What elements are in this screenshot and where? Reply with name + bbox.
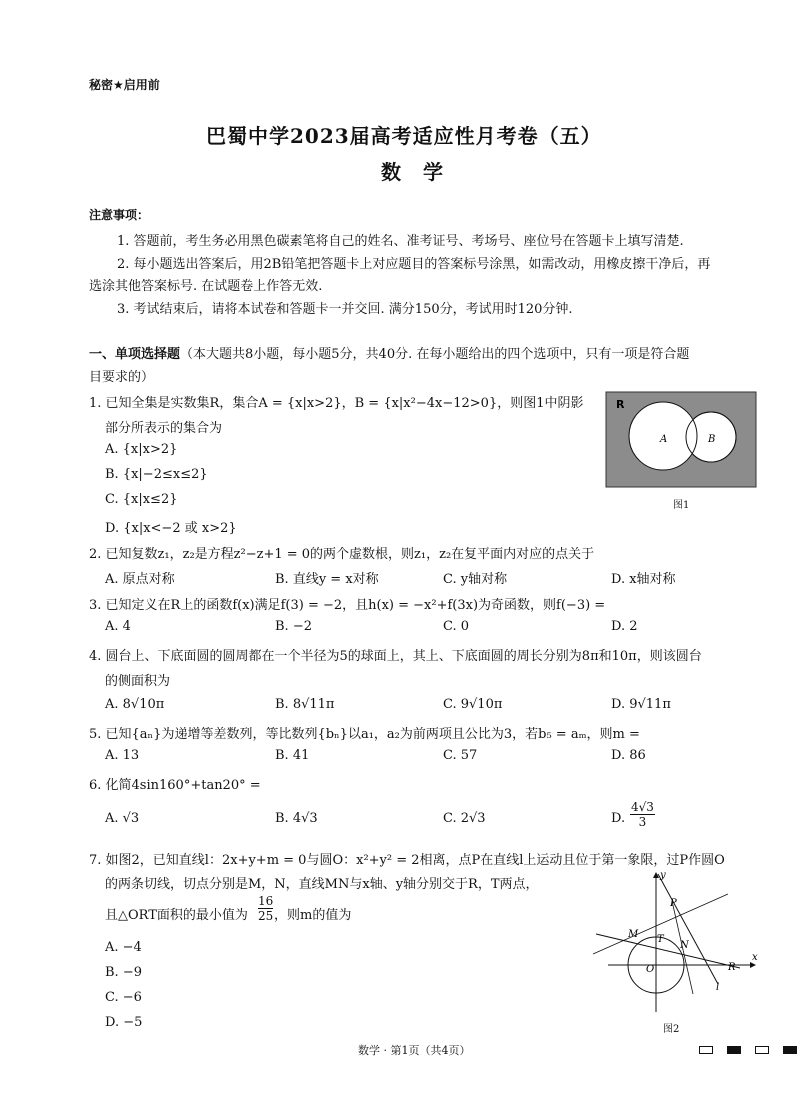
q1-stem-line-2: 部分所表示的集合为 (105, 421, 223, 436)
q4-stem-line-2: 的侧面积为 (105, 674, 171, 689)
q6-option-d-numerator: 4√3 (631, 800, 654, 814)
q6-stem: 6. 化简4sin160°+tan20° = (89, 778, 261, 793)
q7-option-a: A. −4 (105, 940, 142, 955)
q6-option-b: B. 4√3 (275, 811, 318, 826)
q1-stem-line-1: 1. 已知全集是实数集R，集合A = {x|x>2}，B = {x|x²−4x−12>0}，则图1中阴影 (89, 396, 584, 411)
label-r: R (728, 962, 736, 973)
q2-option-d: D. x轴对称 (611, 572, 676, 587)
exam-subject: 数学 (381, 160, 465, 184)
q2-option-c: C. y轴对称 (443, 572, 508, 587)
label-y: y (660, 870, 666, 881)
q5-option-a: A. 13 (105, 748, 140, 763)
notes-item-2-line-1: 2. 每小题选出答案后，用2B铅笔把答题卡上对应题目的答案标号涂黑，如需改动，用橡皮擦干净后，再 (117, 257, 711, 272)
q7-option-b: B. −9 (105, 965, 142, 980)
q7-stem-line-1: 7. 如图2，已知直线l：2x+y+m = 0与圆O：x²+y² = 2相离，点P在直线l上运动且位于第一象限，过P作圆O (89, 853, 725, 868)
venn-label-r: R (616, 398, 625, 411)
exam-title: 巴蜀中学2023届高考适应性月考卷（五） (206, 124, 602, 148)
q4-stem-line-1: 4. 圆台上、下底面圆的圆周都在一个半径为5的球面上，其上、下底面圆的周长分别为8π和10π，则该圆台 (89, 649, 702, 664)
q7-stem-line-3 (105, 904, 248, 923)
notes-item-2-line-2: 选涂其他答案标号. 在试题卷上作答无效. (89, 279, 323, 294)
q2-option-a: A. 原点对称 (105, 572, 175, 587)
q3-option-a: A. 4 (105, 619, 131, 634)
venn-label-b: B (708, 434, 716, 445)
figure-1-venn-diagram (604, 390, 758, 490)
q2-stem: 2. 已知复数z₁，z₂是方程z²−z+1 = 0的两个虚数根，则z₁，z₂在复平面内对应的点关于 (89, 547, 595, 562)
q7-stem-line-2: 的两条切线，切点分别是M，N，直线MN与x轴、y轴分别交于R，T两点， (105, 877, 539, 892)
label-t: T (657, 934, 664, 945)
notes-item-1: 1. 答题前，考生务必用黑色碳素笔将自己的姓名、准考证号、考场号、座位号在答题卡上填写清楚. (117, 234, 684, 249)
footer-mark-1 (699, 1046, 713, 1054)
q4-option-d: D. 9√11π (611, 697, 671, 712)
q1-option-c: C. {x|x≤2} (105, 492, 178, 507)
label-n: N (680, 940, 689, 951)
q6-option-a: A. √3 (105, 811, 140, 826)
notes-heading: 注意事项： (89, 208, 150, 222)
section-1-intro (89, 343, 689, 362)
q6-option-d-denominator: 3 (638, 815, 647, 829)
q3-option-c: C. 0 (443, 619, 470, 634)
q4-option-c: C. 9√10π (443, 697, 503, 712)
page-footer: 数学 · 第1页（共4页） (358, 1044, 471, 1057)
figure-2-geometry (588, 866, 768, 1016)
label-o: O (646, 964, 655, 975)
q4-option-b: B. 8√11π (275, 697, 335, 712)
q7-stem-line-3-pre: 且△ORT面积的最小值为 (105, 908, 248, 923)
q6-option-c: C. 2√3 (443, 811, 486, 826)
q7-frac-denominator: 25 (258, 909, 274, 923)
tangent-pm (593, 894, 728, 954)
figure-1-caption: 图1 (673, 500, 690, 511)
q1-option-b: B. {x|−2≤x≤2} (105, 467, 208, 482)
q6-option-d (611, 811, 625, 826)
footer-mark-4 (783, 1046, 797, 1054)
venn-label-a: A (660, 434, 668, 445)
footer-mark-2 (727, 1046, 741, 1054)
q3-stem: 3. 已知定义在R上的函数f(x)满足f(3) = −2，且h(x) = −x²+f(3x)为奇函数，则f(−3) = (89, 598, 606, 613)
q3-option-b: B. −2 (275, 619, 312, 634)
q5-stem: 5. 已知{aₙ}为递增等差数列，等比数列{bₙ}以a₁，a₂为前两项且公比为3，若b₅ = aₘ，则m = (89, 727, 640, 742)
q7-frac-numerator: 16 (258, 894, 274, 908)
section-1-desc: （本大题共8小题，每小题5分，共40分. 在每小题给出的四个选项中，只有一项是符合题 (180, 347, 690, 362)
q1-option-a: A. {x|x>2} (105, 442, 178, 457)
label-x: x (752, 952, 758, 963)
label-l: l (716, 982, 720, 993)
label-p: P (670, 898, 677, 909)
q6-option-d-fraction (630, 800, 655, 829)
line-mn (596, 934, 740, 968)
footer-mark-3 (755, 1046, 769, 1054)
q7-stem-line-3-post: ，则m的值为 (274, 908, 352, 923)
q5-option-b: B. 41 (275, 748, 310, 763)
section-1-desc-line-2: 目要求的） (89, 370, 155, 385)
q2-option-b: B. 直线y = x对称 (275, 572, 379, 587)
q3-option-d: D. 2 (611, 619, 638, 634)
q7-min-area-fraction (258, 894, 273, 923)
q5-option-c: C. 57 (443, 748, 478, 763)
secret-label: 秘密★启用前 (89, 78, 160, 92)
q1-option-d: D. {x|x<−2 或 x>2} (105, 521, 237, 536)
q4-option-a: A. 8√10π (105, 697, 165, 712)
section-1-heading: 一、单项选择题 (89, 347, 181, 362)
q7-option-c: C. −6 (105, 990, 142, 1005)
figure-2-caption: 图2 (663, 1024, 680, 1035)
q5-option-d: D. 86 (611, 748, 646, 763)
q7-option-d: D. −5 (105, 1015, 143, 1030)
q6-option-d-label: D. (611, 811, 626, 826)
label-m: M (628, 929, 639, 940)
notes-item-3: 3. 考试结束后，请将本试卷和答题卡一并交回. 满分150分，考试用时120分钟. (117, 302, 573, 317)
line-l (658, 874, 718, 984)
